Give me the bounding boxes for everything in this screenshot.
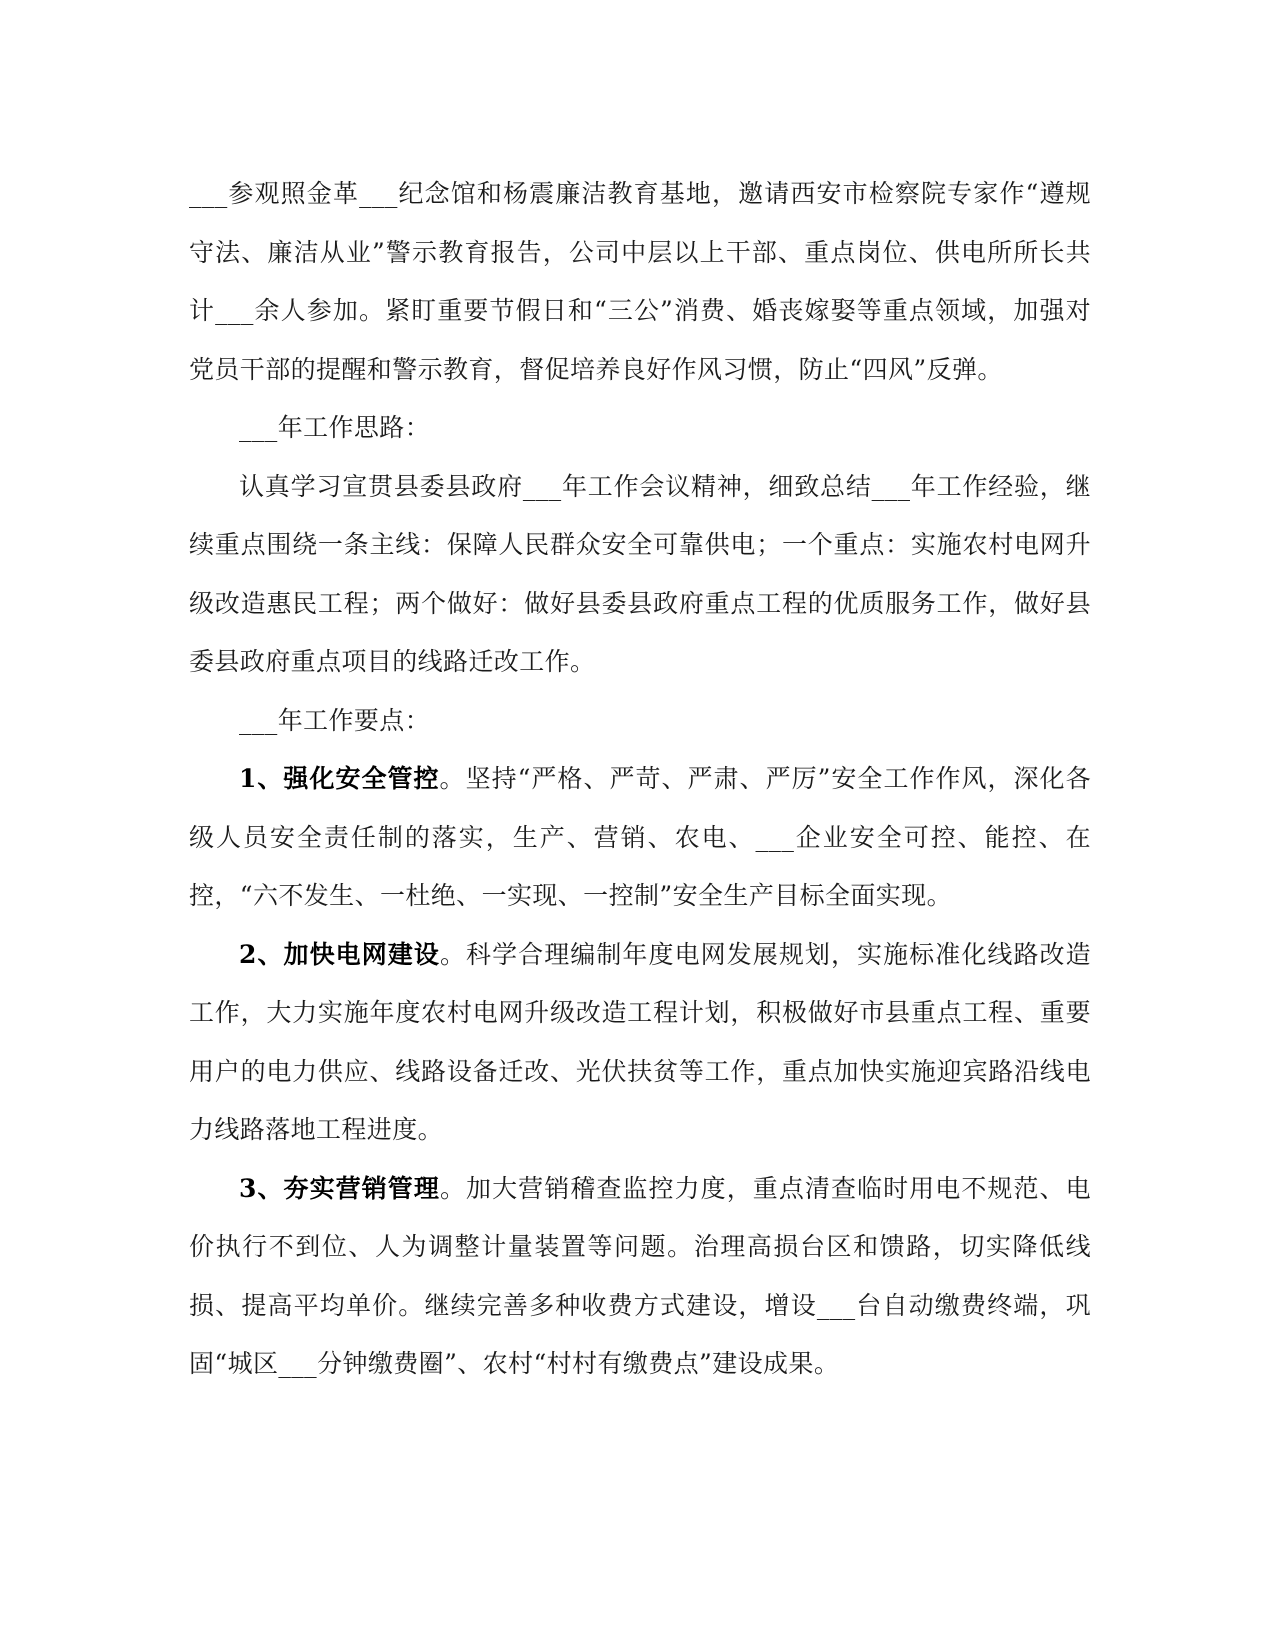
paragraph-education-activities <box>189 165 1091 399</box>
item-heading: 1、强化安全管控 <box>239 764 440 793</box>
item-heading: 3、夯实营销管理 <box>239 1173 440 1203</box>
paragraph-work-ideas-heading <box>189 399 1091 458</box>
paragraph-text: 认真学习宣贯县委县政府___年工作会议精神，细致总结___年工作经验，继续重点围绕一条主线：保障人民群众安全可靠供电；一个重点：实施农村电网升级改造惠民工程；两个做好：做好县委县政府重点工程的优质服务工作，做好县委县政府重点项目的线路迁改工作。 <box>189 471 1091 676</box>
paragraph-safety-control <box>189 750 1091 926</box>
paragraph-work-points-heading <box>189 692 1091 751</box>
document-body <box>189 165 1091 1394</box>
paragraph-marketing-management <box>189 1160 1091 1394</box>
paragraph-text: 。加大营销稽查监控力度，重点清查临时用电不规范、电价执行不到位、人为调整计量装置等问题。治理高损台区和馈路，切实降低线损、提高平均单价。继续完善多种收费方式建设，增设___台自动缴费终端，巩固“城区___分钟缴费圈”、农村“村村有缴费点”建设成果。 <box>189 1173 1091 1378</box>
paragraph-text: ___年工作要点： <box>239 705 431 735</box>
paragraph-work-ideas <box>189 458 1091 692</box>
paragraph-text: ___参观照金革___纪念馆和杨震廉洁教育基地，邀请西安市检察院专家作“遵规守法、廉洁从业”警示教育报告，公司中层以上干部、重点岗位、供电所所长共计___余人参加。紧盯重要节假日和“三公”消费、婚丧嫁娶等重点领域，加强对党员干部的提醒和警示教育，督促培养良好作风习惯，防止“四风”反弹。 <box>189 179 1091 384</box>
paragraph-grid-construction <box>189 926 1091 1160</box>
paragraph-text: 。坚持“严格、严苛、严肃、严厉”安全工作作风，深化各级人员安全责任制的落实，生产、营销、农电、___企业安全可控、能控、在控，“六不发生、一杜绝、一实现、一控制”安全生产目标全面实现。 <box>189 764 1091 910</box>
paragraph-text: ___年工作思路： <box>239 413 431 442</box>
paragraph-text: 。科学合理编制年度电网发展规划，实施标准化线路改造工作，大力实施年度农村电网升级改造工程计划，积极做好市县重点工程、重要用户的电力供应、线路设备迁改、光伏扶贫等工作，重点加快实施迎宾路沿线电力线路落地工程进度。 <box>189 939 1091 1144</box>
item-heading: 2、加快电网建设 <box>239 939 440 969</box>
